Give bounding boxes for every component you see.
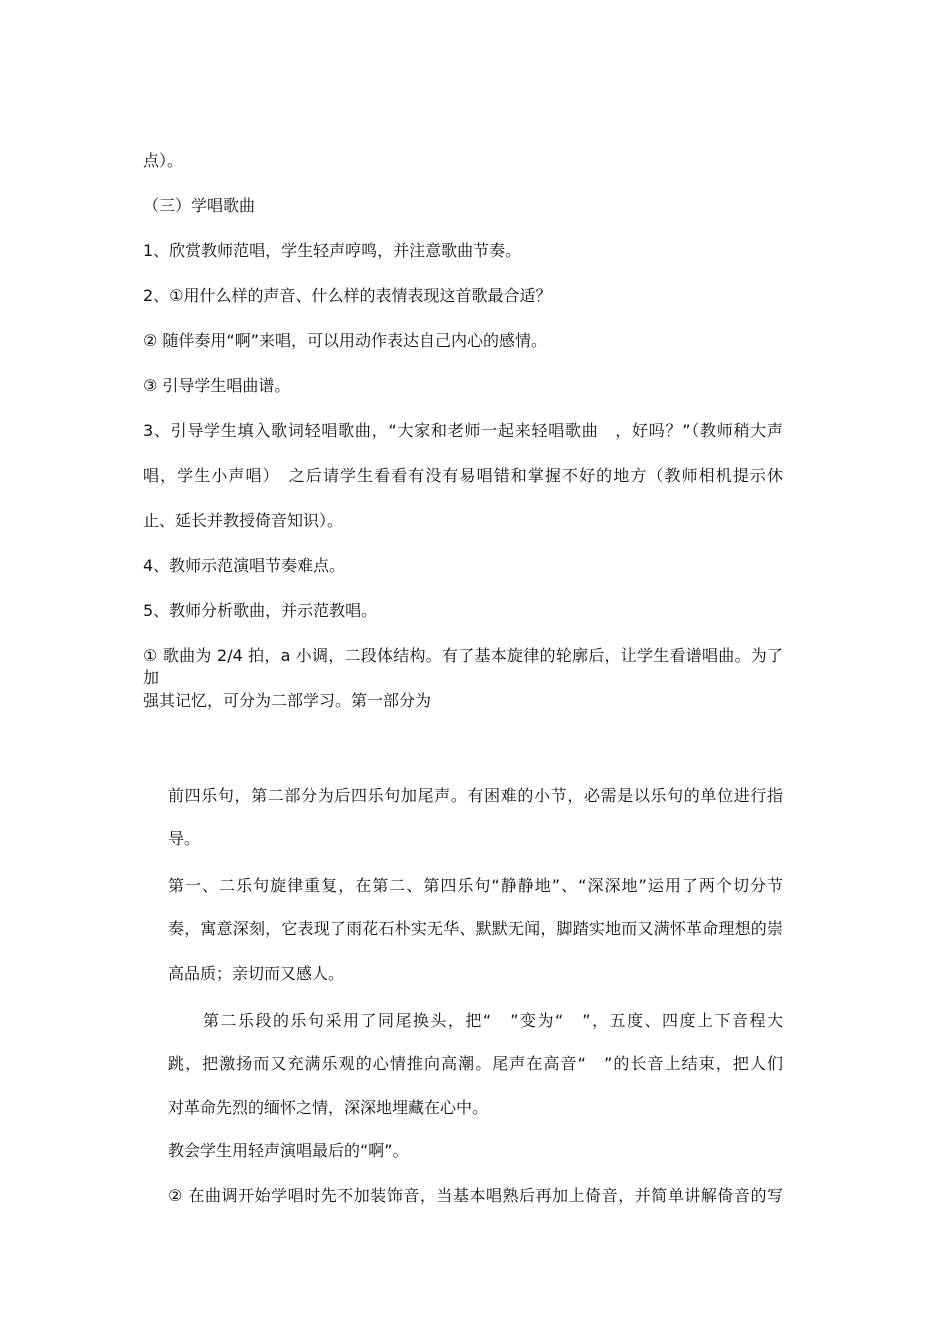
text-line: 对革命先烈的缅怀之情，深深地埋藏在心中。: [168, 1098, 489, 1117]
text-line: 前四乐句，第二部分为后四乐句加尾声。有困难的小节，必需是以乐句的单位进行指: [168, 786, 783, 805]
text-line: 3、引导学生填入歌词轻唱歌曲，“大家和老师一起来轻唱歌曲 ，好吗？”（教师稍大声: [143, 421, 783, 440]
text-line: ③ 引导学生唱曲谱。: [143, 376, 291, 395]
text-line: ② 随伴奏用“啊”来唱，可以用动作表达自己内心的感情。: [143, 331, 548, 350]
text-line: 强其记忆，可分为二部学习。第一部分为: [143, 691, 432, 710]
text-line: 1、欣赏教师范唱，学生轻声哼鸣，并注意歌曲节奏。: [143, 241, 522, 260]
text-line: ② 在曲调开始学唱时先不加装饰音，当基本唱熟后再加上倚音，并简单讲解倚音的写: [168, 1186, 783, 1205]
text-line: 止、延长并教授倚音知识）。: [143, 511, 344, 530]
text-line: 点）。: [143, 151, 184, 170]
text-line: 教会学生用轻声演唱最后的“啊”。: [168, 1141, 409, 1160]
text-line: 第一、二乐句旋律重复，在第二、第四乐句“静静地”、“深深地”运用了两个切分节: [168, 876, 783, 895]
section-heading: （三）学唱歌曲: [143, 196, 256, 215]
text-line: ① 歌曲为 2/4 拍，a 小调，二段体结构。有了基本旋律的轮廓后，让学生看谱唱曲。为了加: [143, 646, 783, 687]
text-line: 导。: [168, 829, 201, 848]
text-line: 奏，寓意深刻，它表现了雨花石朴实无华、默默无闻，脚踏实地而又满怀革命理想的崇: [168, 919, 783, 938]
text-line: 第二乐段的乐句采用了同尾换头，把“ ”变为“ ”，五度、四度上下音程大: [168, 1011, 783, 1030]
text-line: 5、教师分析歌曲，并示范教唱。: [143, 601, 378, 620]
text-line: 唱，学生小声唱） 之后请学生看看有没有易唱错和掌握不好的地方（教师相机提示休: [143, 466, 783, 485]
text-line: 高品质；亲切而又感人。: [168, 964, 345, 983]
text-line: 4、教师示范演唱节奏难点。: [143, 556, 346, 575]
text-line: 2、①用什么样的声音、什么样的表情表现这首歌最合适？: [143, 286, 552, 305]
text-line: 跳，把激扬而又充满乐观的心情推向高潮。尾声在高音“ ”的长音上结束，把人们: [168, 1054, 783, 1073]
